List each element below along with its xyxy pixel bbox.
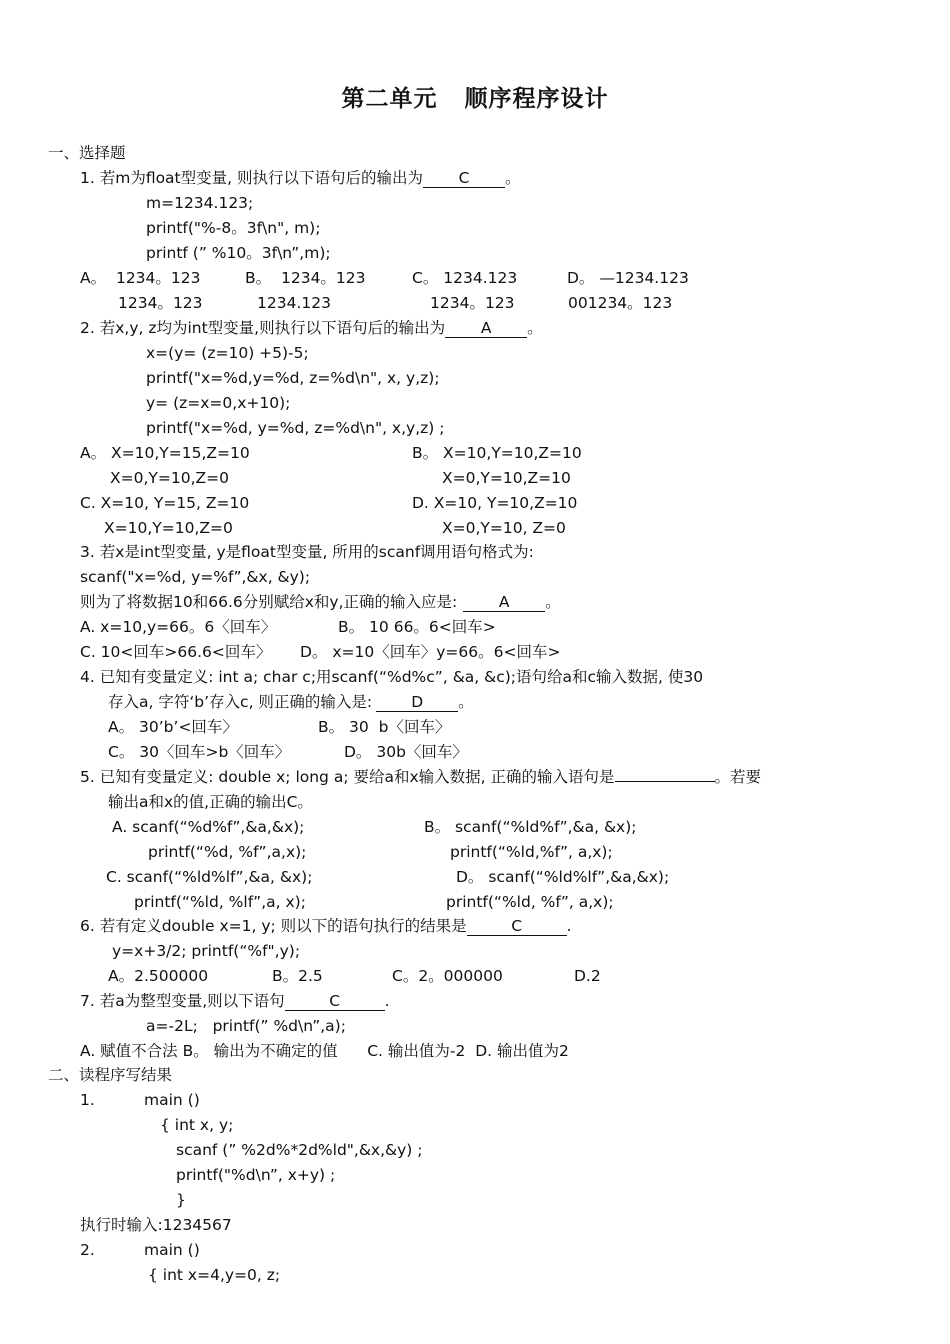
question-1-end: 。 (505, 169, 521, 187)
option-c: C。 30〈回车>b〈回车〉 (108, 743, 291, 761)
option-b: B。 30 b〈回车〉 (318, 718, 451, 736)
program-2-number: 2. (80, 1241, 95, 1259)
option-b: B。 10 66。6<回车> (338, 618, 496, 636)
option-b-line2: 1234.123 (257, 294, 331, 312)
code-line: m=1234.123; (146, 194, 254, 212)
question-5-stem (80, 767, 761, 787)
section-heading-read-program: 二、读程序写结果 (48, 1066, 173, 1084)
option-c-line2: printf(“%ld, %lf”,a, x); (134, 893, 306, 911)
option-c: C。2。000000 (392, 967, 503, 985)
question-7-stem (80, 991, 390, 1011)
code-line: printf("x=%d,y=%d, z=%d\n", x, y,z); (146, 369, 440, 387)
option-a-line2: 1234。123 (118, 294, 203, 312)
option-b: B。2.5 (272, 967, 323, 985)
option-d: D。 —1234.123 (567, 269, 689, 287)
option-d: D。 scanf(“%ld%lf”,&a,&x); (456, 868, 670, 886)
question-7-end: . (384, 992, 390, 1010)
question-5-stem-line2: 输出a和x的值,正确的输出C。 (108, 793, 313, 811)
question-5-answer-blank (615, 781, 715, 782)
question-5-text: 5. 已知有变量定义: double x; long a; 要给a和x输入数据, 正确的输入语句是 (80, 768, 615, 786)
question-4-answer: D (376, 693, 458, 712)
code-line: printf("%-8。3f\n", m); (146, 219, 321, 237)
code-line: printf (” %10。3f\n”,m); (146, 244, 331, 262)
code-line: { int x, y; (160, 1116, 234, 1134)
option-a: A. x=10,y=66。6〈回车〉 (80, 618, 277, 636)
question-6-answer: C (467, 917, 567, 936)
code-line: y=x+3/2; printf(“%f",y); (112, 942, 301, 960)
code-line: { int x=4,y=0, z; (148, 1266, 281, 1284)
option-d-line2: X=0,Y=10, Z=0 (442, 519, 566, 537)
code-line: printf("x=%d, y=%d, z=%d\n", x,y,z) ; (146, 419, 445, 437)
question-3-text: 则为了将数据10和66.6分别赋给x和y,正确的输入应是: (80, 593, 458, 611)
code-line: } (176, 1191, 186, 1209)
question-4-text: 存入a, 字符‘b’存入c, 则正确的输入是: (108, 693, 373, 711)
code-line: x=(y= (z=10) +5)-5; (146, 344, 309, 362)
option-d-line2: 001234。123 (568, 294, 673, 312)
section-heading-choice: 一、选择题 (48, 144, 126, 162)
option-a: A. scanf(“%d%f”,&a,&x); (112, 818, 305, 836)
code-line: scanf (” %2d%*2d%ld",&x,&y) ; (176, 1141, 423, 1159)
option-a: A。 X=10,Y=15,Z=10 (80, 444, 250, 462)
code-line: main () (144, 1241, 200, 1259)
option-b: B。 X=10,Y=10,Z=10 (412, 444, 582, 462)
option-d: D。 x=10〈回车〉y=66。6<回车> (300, 643, 561, 661)
question-3-end: 。 (545, 593, 561, 611)
question-7-text: 7. 若a为整型变量,则以下语句 (80, 992, 285, 1010)
option-c: C。 1234.123 (412, 269, 518, 287)
code-line: y= (z=x=0,x+10); (146, 394, 291, 412)
code-line: a=-2L; printf(” %d\n”,a); (146, 1017, 346, 1035)
page-title: 第二单元 顺序程序设计 (341, 85, 609, 112)
code-line: scanf("x=%d, y=%f”,&x, &y); (80, 568, 311, 586)
question-4-stem-line2 (108, 692, 474, 712)
option-b-line2: X=0,Y=10,Z=10 (442, 469, 571, 487)
option-d: D.2 (574, 967, 601, 985)
question-7-answer: C (285, 992, 385, 1011)
question-6-end: . (566, 917, 572, 935)
program-1-input: 执行时输入:1234567 (80, 1216, 232, 1234)
question-1-answer: C (423, 169, 505, 188)
option-b: B。 1234。123 (245, 269, 366, 287)
option-c: C. 10<回车>66.6<回车〉 (80, 643, 272, 661)
option-a: A。 1234。123 (80, 269, 201, 287)
question-1-stem (80, 168, 521, 188)
option-d: D. X=10, Y=10,Z=10 (412, 494, 578, 512)
question-4-stem: 4. 已知有变量定义: int a; char c;用scanf(“%d%c”, &a, &c);语句给a和c输入数据, 使30 (80, 668, 704, 686)
question-7-options: A. 赋值不合法 B。 输出为不确定的值 C. 输出值为-2 D. 输出值为2 (80, 1042, 569, 1060)
option-d: D。 30b〈回车〉 (344, 743, 468, 761)
option-c-line2: X=10,Y=10,Z=0 (104, 519, 233, 537)
question-6-stem (80, 916, 572, 936)
question-3-answer: A (463, 593, 545, 612)
option-c: C. X=10, Y=15, Z=10 (80, 494, 250, 512)
option-c: C. scanf(“%ld%lf”,&a, &x); (106, 868, 313, 886)
question-1-text: 1. 若m为float型变量, 则执行以下语句后的输出为 (80, 169, 423, 187)
option-b: B。 scanf(“%ld%f”,&a, &x); (424, 818, 637, 836)
question-3-ask (80, 592, 561, 612)
question-2-answer: A (445, 319, 527, 338)
option-a-line2: printf(“%d, %f”,a,x); (148, 843, 307, 861)
program-1-number: 1. (80, 1091, 95, 1109)
option-a-line2: X=0,Y=10,Z=0 (110, 469, 229, 487)
question-4-end: 。 (458, 693, 474, 711)
question-2-text: 2. 若x,y, z均为int型变量,则执行以下语句后的输出为 (80, 319, 446, 337)
question-2-stem (80, 318, 543, 338)
question-2-end: 。 (527, 319, 543, 337)
option-a: A。 30’b’<回车〉 (108, 718, 238, 736)
option-d-line2: printf(“%ld, %f”, a,x); (446, 893, 614, 911)
option-c-line2: 1234。123 (430, 294, 515, 312)
option-a: A。2.500000 (108, 967, 209, 985)
question-5-end: 。若要 (714, 768, 762, 786)
question-3-stem: 3. 若x是int型变量, y是float型变量, 所用的scanf调用语句格式为: (80, 543, 534, 561)
code-line: main () (144, 1091, 200, 1109)
code-line: printf("%d\n”, x+y) ; (176, 1166, 336, 1184)
question-6-text: 6. 若有定义double x=1, y; 则以下的语句执行的结果是 (80, 917, 467, 935)
option-b-line2: printf(“%ld,%f”, a,x); (450, 843, 613, 861)
